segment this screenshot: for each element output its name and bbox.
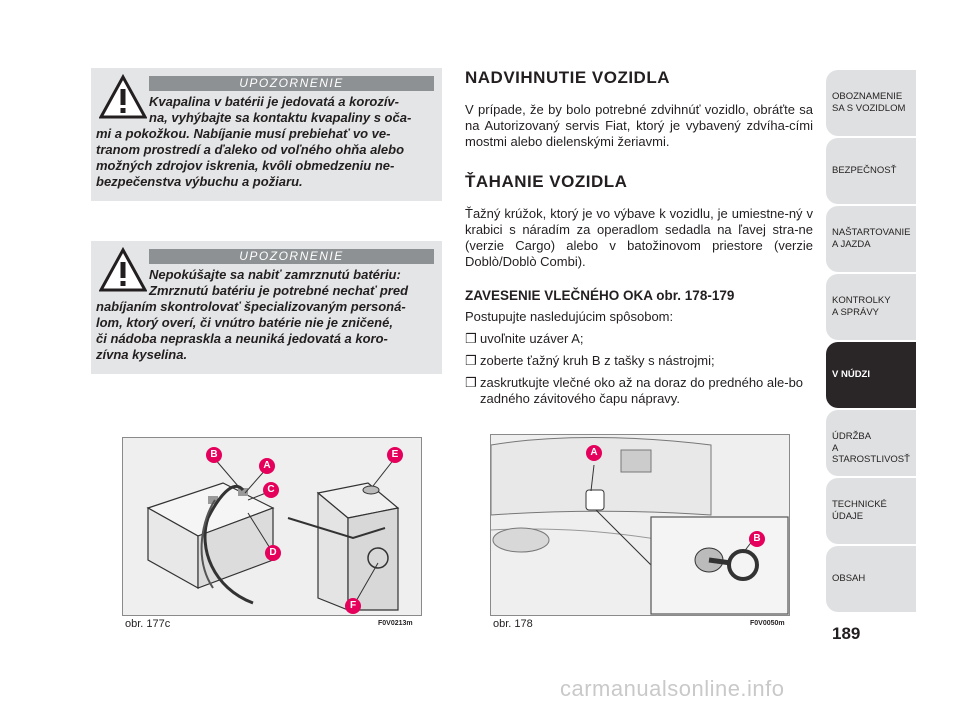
figure-tow-hook <box>490 434 790 616</box>
page-number: 189 <box>832 624 861 643</box>
figure-code: F0V0050m <box>750 620 785 627</box>
section-body-lifting: V prípade, že by bolo potrebné zdvihnúť vozidlo, obráťte sa na Autorizovaný servis Fiat, ktorý je vybavený zdvíha-cími mostmi alebo dielenskými žeriavmi. <box>465 102 813 149</box>
procedure-intro: Postupujte nasledujúcim spôsobom: <box>465 309 674 324</box>
main-column <box>465 68 813 407</box>
warning-text: Nepokúšajte sa nabiť zamrznutú batériu: Zmrznutú batériu je potrebné nechať pred nabíjaním skontrolovať špecializovaným personá- lom, ktorý overí, či vnútro batérie nie je zničené, či nádoba nepraskla a neuniká jedovatá a koro- zívna kyselina. <box>96 267 409 362</box>
tab-nastartovanie[interactable] <box>826 206 916 272</box>
list-item: ❒ uvoľnite uzáver A; <box>465 331 584 346</box>
figure-label: obr. 178 <box>493 618 533 630</box>
section-body-towing: Ťažný krúžok, ktorý je vo výbave k vozidlu, je umiestne-ný v krabici s náradím za operadlom sedadla na ľavej stra-ne (verzie Cargo) alebo v batožinovom priestore (verzie Doblò/Doblò Combi). <box>465 206 813 269</box>
list-item: ❒ zoberte ťažný kruh B z tašky s nástrojmi; <box>465 353 715 368</box>
tab-label: NAŠTARTOVANIE <box>832 227 911 238</box>
tab-label: SA S VOZIDLOM <box>832 103 906 114</box>
tab-label: ÚDRŽBA <box>832 431 872 442</box>
figure-label: obr. 177c <box>125 618 171 630</box>
tab-label: A JAZDA <box>832 239 871 250</box>
tow-hook-illustration <box>491 435 789 615</box>
warning-title: UPOZORNENIE <box>149 76 434 91</box>
procedure-list <box>465 331 813 407</box>
tab-technicke-udaje[interactable] <box>826 478 916 544</box>
tab-label: BEZPEČNOSŤ <box>832 165 897 176</box>
callout-f: F <box>345 598 361 614</box>
watermark: carmanualsonline.info <box>560 676 785 701</box>
checkbox-icon: ❒ <box>465 353 477 368</box>
section-heading-lifting: NADVIHNUTIE VOZIDLA <box>465 68 670 87</box>
callout-c: C <box>263 482 279 498</box>
tab-udrzba[interactable] <box>826 410 916 476</box>
figure-battery-charging <box>122 437 422 616</box>
tab-v-nudzi[interactable] <box>826 342 916 408</box>
tab-label: KONTROLKY <box>832 295 891 306</box>
section-heading-towing: ŤAHANIE VOZIDLA <box>465 172 628 191</box>
warning-text: Kvapalina v batérii je jedovatá a korozív- na, vyhýbajte sa kontaktu kvapaliny s oča- mi a pokožkou. Nabíjanie musí prebiehať vo ve- tranom prostredí a ďaleko od voľného ohňa alebo možných zdrojov iskrenia, kvôli obmedzeniu ne- bezpečenstva výbuchu a požiaru. <box>96 94 412 189</box>
tab-kontrolky[interactable] <box>826 274 916 340</box>
callout-e: E <box>387 447 403 463</box>
checkbox-icon: ❒ <box>465 331 477 346</box>
tab-oboznamenie[interactable] <box>826 70 916 136</box>
tab-label: ÚDAJE <box>832 511 864 522</box>
callout-a: A <box>586 445 602 461</box>
section-heading-tow-hook: ZAVESENIE VLEČNÉHO OKA obr. 178-179 <box>465 288 735 303</box>
tab-label: OBOZNAMENIE <box>832 91 903 102</box>
callout-a: A <box>259 458 275 474</box>
callout-b: B <box>749 531 765 547</box>
warning-title: UPOZORNENIE <box>149 249 434 264</box>
tab-label: A STAROSTLIVOSŤ <box>832 443 910 465</box>
tab-label: V NÚDZI <box>832 369 870 380</box>
tab-bezpecnost[interactable] <box>826 138 916 204</box>
tab-label: A SPRÁVY <box>832 307 879 318</box>
callout-d: D <box>265 545 281 561</box>
warning-box-frozen-battery <box>91 241 442 374</box>
checkbox-icon: ❒ <box>465 375 477 390</box>
callout-b: B <box>206 447 222 463</box>
warning-box-battery-liquid <box>91 68 442 201</box>
list-item: ❒ zaskrutkujte vlečné oko až na doraz do predného ale-bo zadného závitového čapu nápravy. <box>465 375 804 406</box>
tab-obsah[interactable] <box>826 546 916 612</box>
tab-label: TECHNICKÉ <box>832 499 887 510</box>
tab-label: OBSAH <box>832 573 866 584</box>
figure-code: F0V0213m <box>378 620 413 627</box>
